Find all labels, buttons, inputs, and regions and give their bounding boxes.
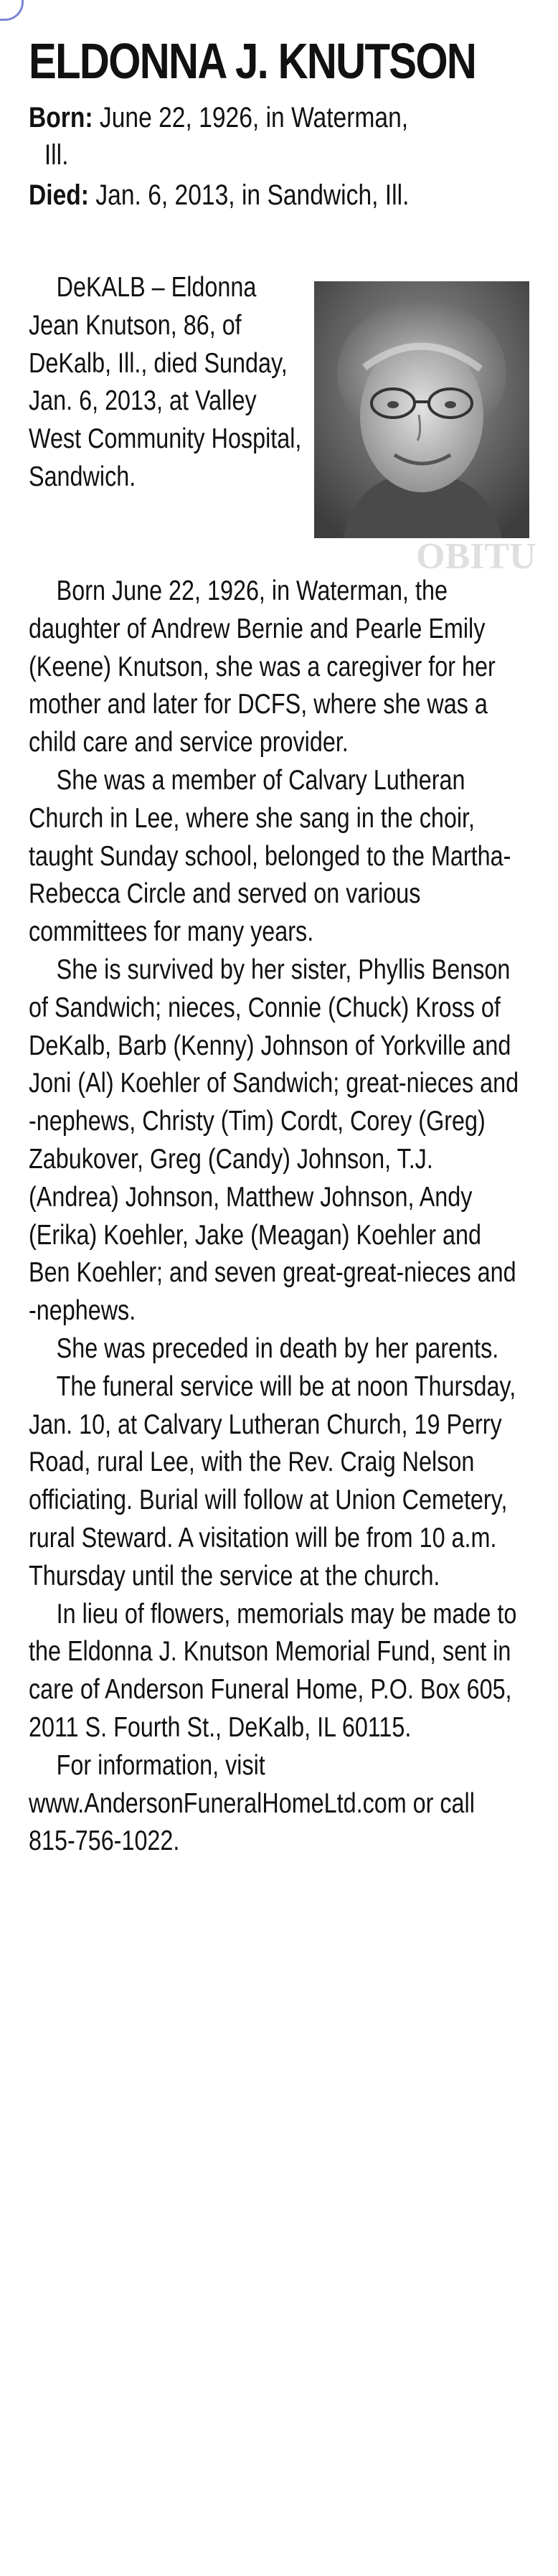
paragraph-preceded: She was preceded in death by her parents. — [56, 1332, 499, 1364]
born-line-continued — [29, 136, 475, 174]
bleed-through-text: OBITU — [416, 536, 536, 577]
portrait-image — [314, 281, 529, 538]
born-line — [29, 99, 475, 136]
died-line — [29, 177, 475, 214]
born-label: Born: — [29, 102, 93, 133]
paragraph-memorials: In lieu of flowers, memorials may be made to the Eldonna J. Knutson Memorial Fund, sent in care of Anderson Funeral Home, P.O. Box 605, 2011 S. Fourth St., DeKalb, IL 60115. — [29, 1598, 517, 1743]
lead-paragraph-block — [29, 269, 306, 497]
paragraph-funeral: The funeral service will be at noon Thursday, Jan. 10, at Calvary Lutheran Church, 19 Perry Road, rural Lee, with the Rev. Craig Nelson officiating. Burial will follow at Union Cemetery, rural Steward. A visitation will be from 10 a.m. Thursday until the service at the church. — [29, 1371, 516, 1592]
obituary-name: ELDONNA J. KNUTSON — [29, 33, 476, 89]
obituary-body — [29, 573, 520, 1861]
paragraph-church: She was a member of Calvary Lutheran Church in Lee, where she sang in the choir, taught Sunday school, belonged to the Martha-Rebecca Circle and served on various committees for many years. — [29, 764, 511, 948]
born-value-state: Ill. — [44, 139, 69, 171]
lead-paragraph: DeKALB – Eldonna Jean Knutson, 86, of DeKalb, Ill., died Sunday, Jan. 6, 2013, at Valley West Community Hospital, Sandwich. — [29, 272, 302, 492]
portrait-photo — [314, 281, 529, 538]
died-label: Died: — [29, 179, 89, 211]
paragraph-birth: Born June 22, 1926, in Waterman, the daughter of Andrew Bernie and Pearle Emily (Keene) Knutson, she was a caregiver for her mother and later for DCFS, where she was a child care and service provider. — [29, 575, 496, 758]
died-value: Jan. 6, 2013, in Sandwich, Ill. — [95, 179, 410, 211]
paragraph-survivors: She is survived by her sister, Phyllis Benson of Sandwich; nieces, Connie (Chuck) Kross of DeKalb, Barb (Kenny) Johnson of Yorkville and Joni (Al) Koehler of Sandwich; great-nieces and -nephews, Christy (Tim) Cordt, Corey (Greg) Zabukover, Greg (Candy) Johnson, T.J. (Andrea) Johnson, Matthew Johnson, Andy (Erika) Koehler, Jake (Meagan) Koehler and Ben Koehler; and seven great-great-nieces and -nephews. — [29, 954, 519, 1327]
paragraph-information: For information, visit www.AndersonFuneralHomeLtd.com or call 815-756-1022. — [29, 1749, 475, 1857]
born-value: June 22, 1926, in Waterman, — [99, 102, 409, 133]
pen-mark — [0, 0, 24, 21]
